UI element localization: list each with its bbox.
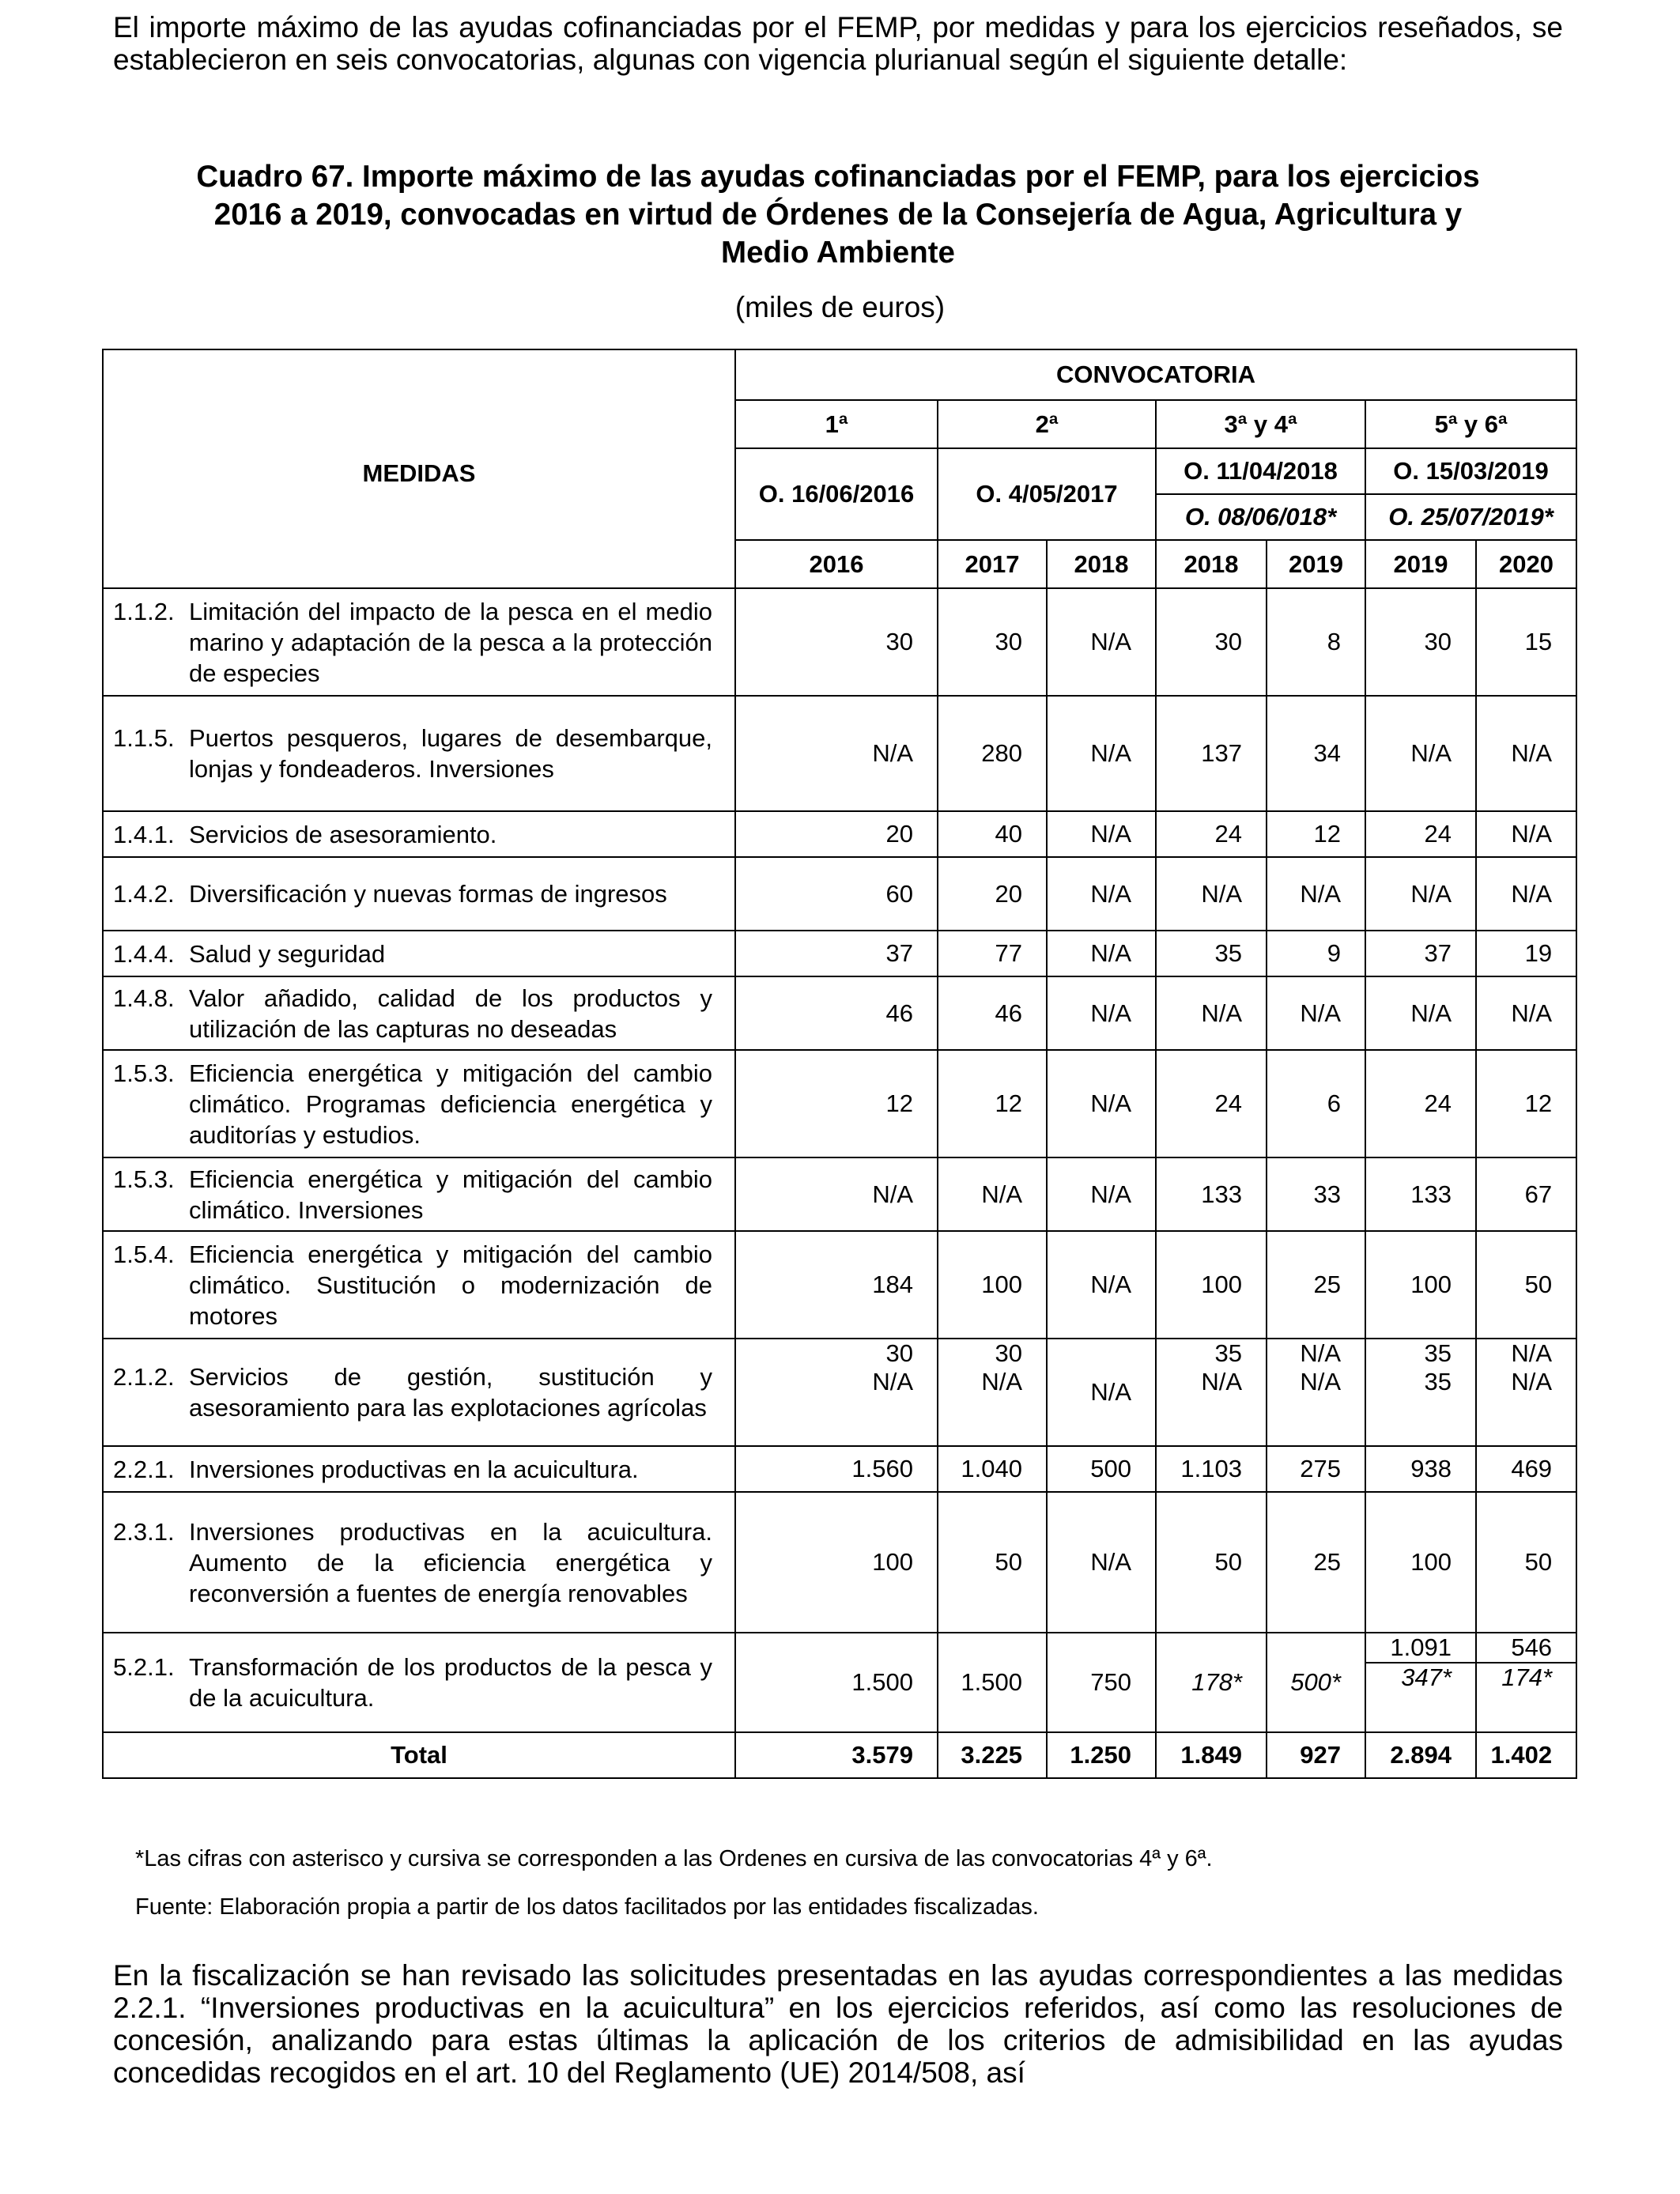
value-bottom: N/A — [1201, 1368, 1242, 1395]
value-bottom: N/A — [981, 1368, 1022, 1395]
measure-cell — [103, 1492, 735, 1633]
value-cell: N/A — [1365, 696, 1476, 811]
value-cell: N/A — [1267, 857, 1365, 931]
total-value: 1.402 — [1476, 1732, 1576, 1778]
value-bottom: 347* — [1366, 1662, 1475, 1692]
value-cell: 25 — [1267, 1231, 1365, 1339]
value-cell: 24 — [1156, 811, 1267, 857]
table-row — [103, 1446, 1576, 1492]
value-cell: N/A — [1476, 696, 1576, 811]
value-cell: 30 — [1365, 588, 1476, 696]
total-label: Total — [103, 1732, 735, 1778]
value-cell: 50 — [938, 1492, 1047, 1633]
total-value: 2.894 — [1365, 1732, 1476, 1778]
total-value: 927 — [1267, 1732, 1365, 1778]
measure-text: Inversiones productivas en la acuicultura. Aumento de la eficiencia energética y reconversión a fuentes de energía renovables — [189, 1517, 712, 1607]
value-cell: 77 — [938, 931, 1047, 976]
value-cell: 137 — [1156, 696, 1267, 811]
value-top: 30 — [885, 1339, 913, 1367]
measure-code: 1.5.3. — [113, 1165, 175, 1193]
value-bottom: 35 — [1424, 1368, 1452, 1395]
table-row — [103, 976, 1576, 1050]
value-cell: N/A — [1047, 976, 1156, 1050]
order-3: O. 11/04/2018 — [1156, 448, 1365, 494]
value-cell: N/A — [1047, 931, 1156, 976]
value-top: N/A — [1300, 1339, 1341, 1367]
value-cell — [1365, 1633, 1476, 1732]
value-cell — [1156, 1339, 1267, 1446]
value-cell: 46 — [735, 976, 938, 1050]
year-header: 2018 — [1047, 540, 1156, 588]
closing-paragraph: En la fiscalización se han revisado las solicitudes presentadas en las ayudas correspondientes a las medidas 2.2.1. “Inversiones productivas en la acuicultura” en los ejercicios referidos, así como las resoluciones de concesión, analizando para estas últimas la aplicación de los criterios de admisibilidad en las ayudas concedidas recogidos en el art. 10 del Reglamento (UE) 2014/508, así — [113, 1959, 1563, 2089]
value-cell: 12 — [1267, 811, 1365, 857]
value-cell: N/A — [1156, 976, 1267, 1050]
table-row — [103, 1050, 1576, 1157]
year-header: 2020 — [1476, 540, 1576, 588]
measure-cell — [103, 696, 735, 811]
value-top: 35 — [1424, 1339, 1452, 1367]
value-cell: 100 — [1365, 1492, 1476, 1633]
measure-text: Servicios de gestión, sustitución y asesoramiento para las explotaciones agrícolas — [189, 1363, 712, 1422]
order-1: O. 16/06/2016 — [735, 448, 938, 540]
value-cell: N/A — [1476, 857, 1576, 931]
value-cell: N/A — [1047, 1231, 1156, 1339]
measure-code: 2.2.1. — [113, 1455, 175, 1483]
value-cell: N/A — [1365, 857, 1476, 931]
total-value: 1.250 — [1047, 1732, 1156, 1778]
value-cell — [1365, 1339, 1476, 1446]
measure-cell — [103, 857, 735, 931]
value-cell: 938 — [1365, 1446, 1476, 1492]
value-cell: 133 — [1365, 1157, 1476, 1231]
table-row — [103, 1231, 1576, 1339]
value-cell: 133 — [1156, 1157, 1267, 1231]
value-cell: N/A — [1047, 1050, 1156, 1157]
value-cell: 20 — [938, 857, 1047, 931]
value-cell: 1.560 — [735, 1446, 938, 1492]
value-cell: 178* — [1156, 1633, 1267, 1732]
table-row — [103, 1633, 1576, 1732]
value-cell: 40 — [938, 811, 1047, 857]
call-header-3-4: 3ª y 4ª — [1156, 400, 1365, 448]
value-cell: N/A — [1476, 976, 1576, 1050]
measure-code: 2.1.2. — [113, 1363, 175, 1391]
caption-line-3: Medio Ambiente — [721, 236, 955, 270]
caption-line-2: 2016 a 2019, convocadas en virtud de Órdenes de la Consejería de Agua, Agricultura y — [213, 198, 1463, 232]
value-cell: 60 — [735, 857, 938, 931]
value-top: 1.091 — [1390, 1633, 1452, 1661]
table-row — [103, 588, 1576, 696]
value-cell: 100 — [1365, 1231, 1476, 1339]
value-cell: 30 — [735, 588, 938, 696]
asterisk-note: *Las cifras con asterisco y cursiva se corresponden a las Ordenes en cursiva de las convocatorias 4ª y 6ª. — [135, 1846, 1213, 1871]
measure-text: Puertos pesqueros, lugares de desembarque, lonjas y fondeaderos. Inversiones — [189, 724, 712, 783]
value-cell: 46 — [938, 976, 1047, 1050]
measure-text: Transformación de los productos de la pesca y de la acuicultura. — [189, 1653, 712, 1712]
year-header: 2019 — [1365, 540, 1476, 588]
aid-amounts-table — [102, 349, 1577, 1779]
value-cell: 8 — [1267, 588, 1365, 696]
total-row — [103, 1732, 1576, 1778]
measure-text: Inversiones productivas en la acuicultura. — [189, 1455, 639, 1483]
value-cell: 184 — [735, 1231, 938, 1339]
total-value: 3.579 — [735, 1732, 938, 1778]
value-cell: N/A — [735, 696, 938, 811]
value-cell: 50 — [1156, 1492, 1267, 1633]
table-units: (miles de euros) — [734, 291, 946, 323]
value-cell: 1.500 — [938, 1633, 1047, 1732]
value-cell: 500* — [1267, 1633, 1365, 1732]
value-cell: 9 — [1267, 931, 1365, 976]
value-cell: 24 — [1365, 1050, 1476, 1157]
measure-cell — [103, 1157, 735, 1231]
order-6: O. 25/07/2019* — [1365, 494, 1576, 540]
value-cell: 12 — [1476, 1050, 1576, 1157]
value-cell: 37 — [1365, 931, 1476, 976]
measure-cell — [103, 1231, 735, 1339]
table-row — [103, 1339, 1576, 1446]
value-bottom: N/A — [872, 1368, 913, 1395]
value-cell: N/A — [1047, 1492, 1156, 1633]
measure-text: Salud y seguridad — [189, 939, 386, 968]
value-cell: N/A — [938, 1157, 1047, 1231]
measure-code: 1.1.5. — [113, 724, 175, 752]
measure-cell — [103, 811, 735, 857]
medidas-header: MEDIDAS — [103, 349, 735, 588]
value-top: 35 — [1214, 1339, 1242, 1367]
year-header: 2019 — [1267, 540, 1365, 588]
value-cell: 37 — [735, 931, 938, 976]
year-header: 2018 — [1156, 540, 1267, 588]
table-row — [103, 696, 1576, 811]
measure-code: 1.4.4. — [113, 939, 175, 968]
measure-cell — [103, 1339, 735, 1446]
value-top: 30 — [995, 1339, 1022, 1367]
value-cell: N/A — [1476, 811, 1576, 857]
value-cell: 100 — [938, 1231, 1047, 1339]
value-cell: 24 — [1156, 1050, 1267, 1157]
table-row — [103, 1157, 1576, 1231]
value-cell: 25 — [1267, 1492, 1365, 1633]
measure-code: 1.5.4. — [113, 1240, 175, 1268]
value-cell: 30 — [1156, 588, 1267, 696]
value-cell: N/A — [1365, 976, 1476, 1050]
value-cell — [1476, 1633, 1576, 1732]
value-cell — [1267, 1339, 1365, 1446]
value-cell: 100 — [1156, 1231, 1267, 1339]
value-cell: N/A — [1156, 857, 1267, 931]
value-bottom: 174* — [1477, 1662, 1576, 1692]
order-2: O. 4/05/2017 — [938, 448, 1156, 540]
value-cell: N/A — [1047, 696, 1156, 811]
measure-code: 1.5.3. — [113, 1059, 175, 1087]
value-cell: 1.500 — [735, 1633, 938, 1732]
measure-text: Eficiencia energética y mitigación del cambio climático. Inversiones — [189, 1165, 712, 1224]
value-cell: N/A — [1047, 1339, 1156, 1446]
value-cell: 34 — [1267, 696, 1365, 811]
value-cell: 275 — [1267, 1446, 1365, 1492]
table-row — [103, 811, 1576, 857]
value-cell: 35 — [1156, 931, 1267, 976]
measure-cell — [103, 1633, 735, 1732]
value-cell: N/A — [1047, 1157, 1156, 1231]
value-cell: N/A — [1047, 857, 1156, 931]
value-cell: 12 — [735, 1050, 938, 1157]
value-top: N/A — [1511, 1339, 1553, 1367]
value-cell: N/A — [735, 1157, 938, 1231]
value-cell: 500 — [1047, 1446, 1156, 1492]
value-cell: 1.103 — [1156, 1446, 1267, 1492]
year-header: 2016 — [735, 540, 938, 588]
table-row — [103, 1492, 1576, 1633]
value-top: 546 — [1511, 1633, 1553, 1661]
value-cell: N/A — [1047, 811, 1156, 857]
measure-code: 2.3.1. — [113, 1517, 175, 1546]
year-header: 2017 — [938, 540, 1047, 588]
value-cell: 12 — [938, 1050, 1047, 1157]
measure-code: 1.4.1. — [113, 820, 175, 848]
value-cell: 50 — [1476, 1231, 1576, 1339]
measure-code: 5.2.1. — [113, 1653, 175, 1681]
table-row — [103, 931, 1576, 976]
measure-text: Eficiencia energética y mitigación del cambio climático. Programas deficiencia energética y auditorías y estudios. — [189, 1059, 712, 1149]
value-cell: 6 — [1267, 1050, 1365, 1157]
value-cell — [735, 1339, 938, 1446]
measure-cell — [103, 931, 735, 976]
value-cell: 15 — [1476, 588, 1576, 696]
measure-text: Eficiencia energética y mitigación del cambio climático. Sustitución o modernización de motores — [189, 1240, 712, 1330]
measure-cell — [103, 976, 735, 1050]
call-header-5-6: 5ª y 6ª — [1365, 400, 1576, 448]
order-4: O. 08/06/018* — [1156, 494, 1365, 540]
value-bottom: N/A — [1300, 1368, 1341, 1395]
table-row — [103, 857, 1576, 931]
source-note: Fuente: Elaboración propia a partir de los datos facilitados por las entidades fiscalizadas. — [135, 1894, 1039, 1920]
value-cell: 50 — [1476, 1492, 1576, 1633]
measure-cell — [103, 588, 735, 696]
measure-text: Servicios de asesoramiento. — [189, 820, 497, 848]
total-value: 3.225 — [938, 1732, 1047, 1778]
value-cell — [938, 1339, 1047, 1446]
value-cell: N/A — [1267, 976, 1365, 1050]
value-bottom: N/A — [1511, 1368, 1553, 1395]
value-cell: 20 — [735, 811, 938, 857]
measure-code: 1.1.2. — [113, 597, 175, 625]
measure-text: Valor añadido, calidad de los productos y utilización de las capturas no deseadas — [189, 984, 712, 1043]
call-header-2: 2ª — [938, 400, 1156, 448]
measure-code: 1.4.8. — [113, 984, 175, 1012]
value-cell: 67 — [1476, 1157, 1576, 1231]
measure-text: Limitación del impacto de la pesca en el medio marino y adaptación de la pesca a la protección de especies — [189, 597, 712, 687]
measure-code: 1.4.2. — [113, 880, 175, 908]
value-cell: 24 — [1365, 811, 1476, 857]
value-cell: 30 — [938, 588, 1047, 696]
value-cell: 469 — [1476, 1446, 1576, 1492]
table-caption — [113, 158, 1563, 272]
intro-paragraph: El importe máximo de las ayudas cofinanciadas por el FEMP, por medidas y para los ejercicios reseñados, se establecieron en seis convocatorias, algunas con vigencia plurianual según el siguiente detalle: — [113, 11, 1563, 76]
order-5: O. 15/03/2019 — [1365, 448, 1576, 494]
caption-line-1: Cuadro 67. Importe máximo de las ayudas cofinanciadas por el FEMP, para los ejercicios — [196, 160, 1480, 194]
value-cell: 750 — [1047, 1633, 1156, 1732]
value-cell: N/A — [1047, 588, 1156, 696]
value-cell: 33 — [1267, 1157, 1365, 1231]
total-value: 1.849 — [1156, 1732, 1267, 1778]
value-cell: 19 — [1476, 931, 1576, 976]
value-cell — [1476, 1339, 1576, 1446]
measure-cell — [103, 1446, 735, 1492]
measure-cell — [103, 1050, 735, 1157]
call-header-1: 1ª — [735, 400, 938, 448]
measure-text: Diversificación y nuevas formas de ingresos — [189, 880, 667, 908]
convocatoria-header: CONVOCATORIA — [735, 349, 1576, 400]
value-cell: 1.040 — [938, 1446, 1047, 1492]
value-cell: 100 — [735, 1492, 938, 1633]
value-cell: 280 — [938, 696, 1047, 811]
